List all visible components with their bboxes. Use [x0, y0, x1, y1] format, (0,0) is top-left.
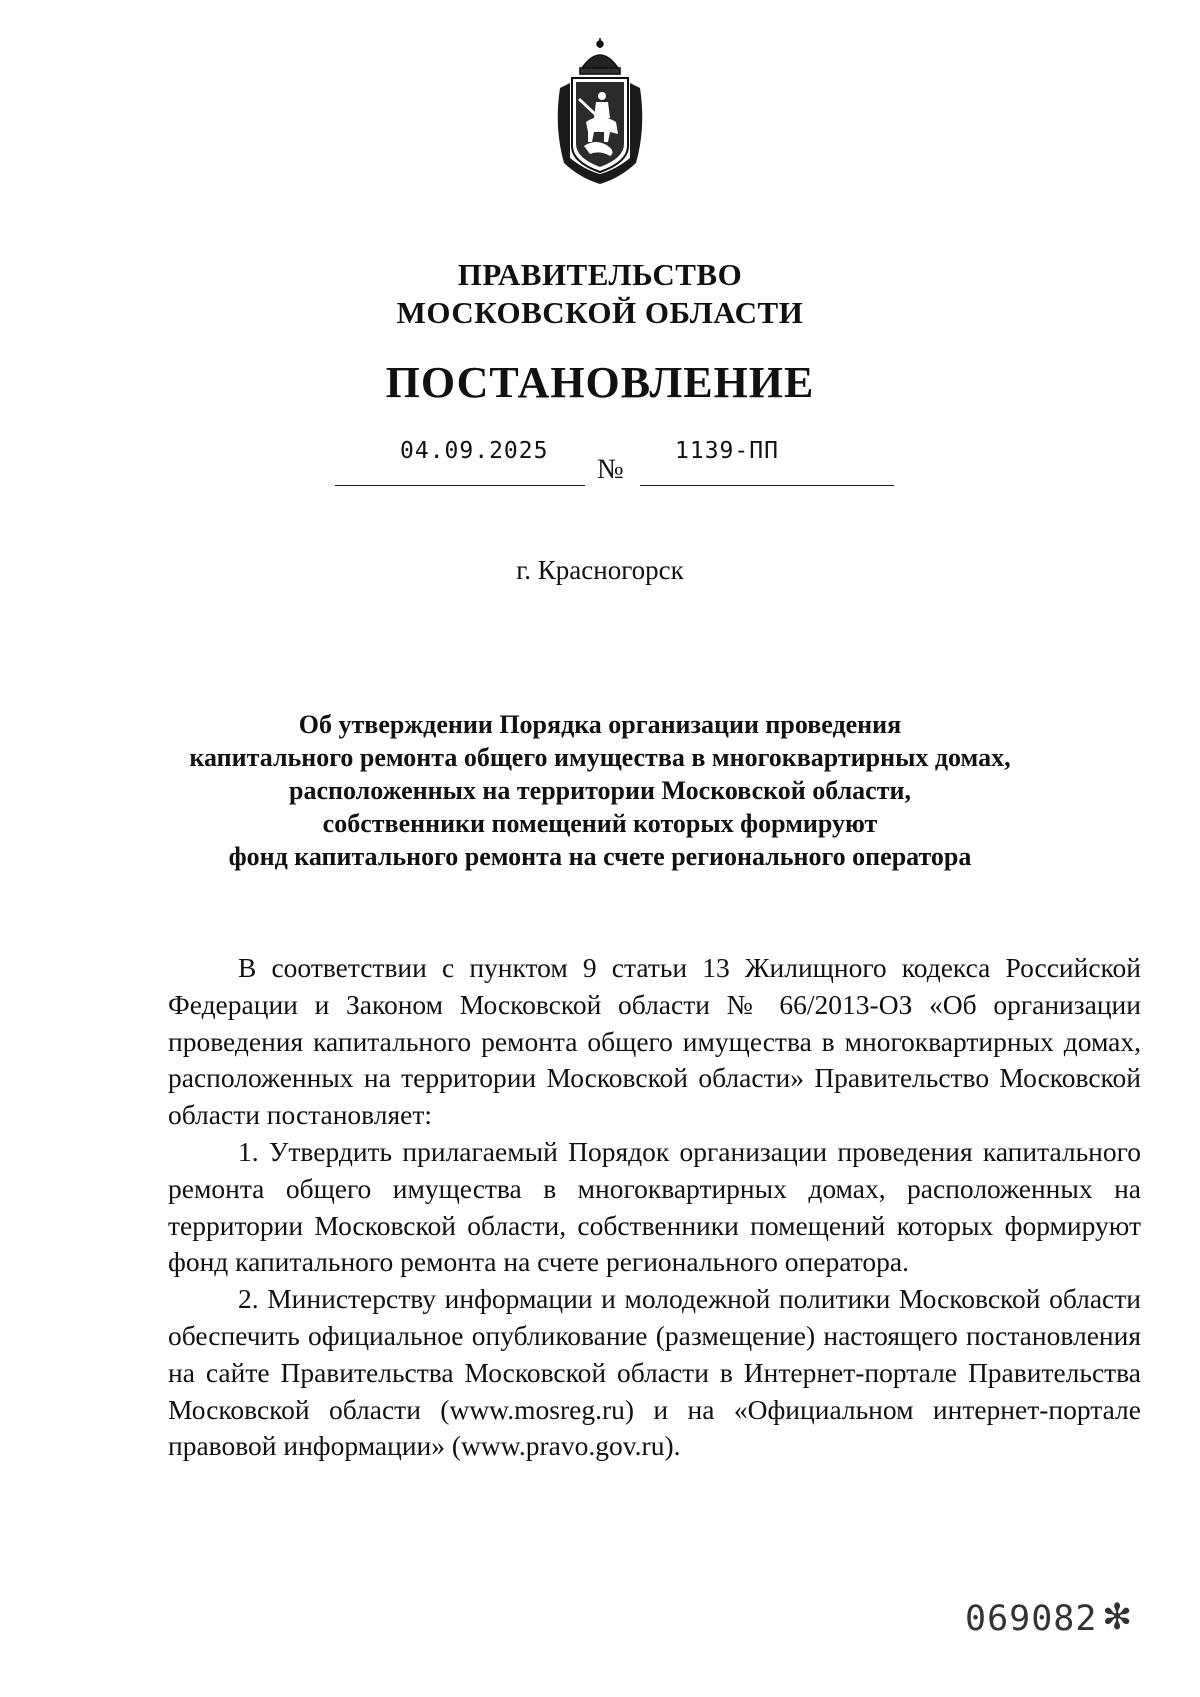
coat-of-arms-icon: [550, 38, 650, 186]
issue-city: г. Красногорск: [516, 555, 684, 585]
number-underline: [640, 485, 894, 486]
item-2-paragraph: 2. Министерству информации и молодежной политики Московской области обеспечить официальное опубликование (размещение) настоящего постановления на сайте Правительства Московской области в Интернет-портале Правительства Московской области (www.mosreg.ru) и на «Официальном интернет-портале правовой информации» (www.pravo.gov.ru).: [168, 1283, 1141, 1462]
government-title-line1: ПРАВИТЕЛЬСТВО: [457, 257, 743, 292]
subject-line: фонд капитального ремонта на счете регионального оператора: [228, 842, 972, 871]
number-sign: №: [597, 454, 624, 485]
item-1-paragraph: 1. Утвердить прилагаемый Порядок организации проведения капитального ремонта общего имущества в многоквартирных домах, расположенных на территории Московской области, собственники помещений которых формируют фонд капитального ремонта на счете регионального оператора.: [168, 1135, 1141, 1278]
serial-number: 069082: [965, 1599, 1098, 1639]
document-body: [168, 950, 1141, 1465]
document-type: ПОСТАНОВЛЕНИЕ: [385, 358, 815, 407]
serial-mark-icon: ✻: [1102, 1597, 1133, 1638]
document-date: 04.09.2025: [400, 438, 549, 464]
preamble-paragraph: В соответствии с пунктом 9 статьи 13 Жилищного кодекса Российской Федерации и Законом Московской области № 66/2013-ОЗ «Об организации проведения капитального ремонта общего имущества в многоквартирных домах, расположенных на территории Московской области» Правительство Московской области постановляет:: [168, 952, 1141, 1131]
subject-line: Об утверждении Порядка организации проведения: [298, 710, 902, 739]
government-title-line2: МОСКОВСКОЙ ОБЛАСТИ: [396, 295, 804, 330]
document-subject: [150, 708, 1050, 873]
date-underline: [335, 485, 585, 486]
document-number: 1139-ПП: [675, 438, 779, 464]
subject-line: собственники помещений которых формируют: [322, 809, 878, 838]
subject-line: капитального ремонта общего имущества в многоквартирных домах,: [189, 743, 1011, 772]
subject-line: расположенных на территории Московской области,: [289, 776, 911, 805]
